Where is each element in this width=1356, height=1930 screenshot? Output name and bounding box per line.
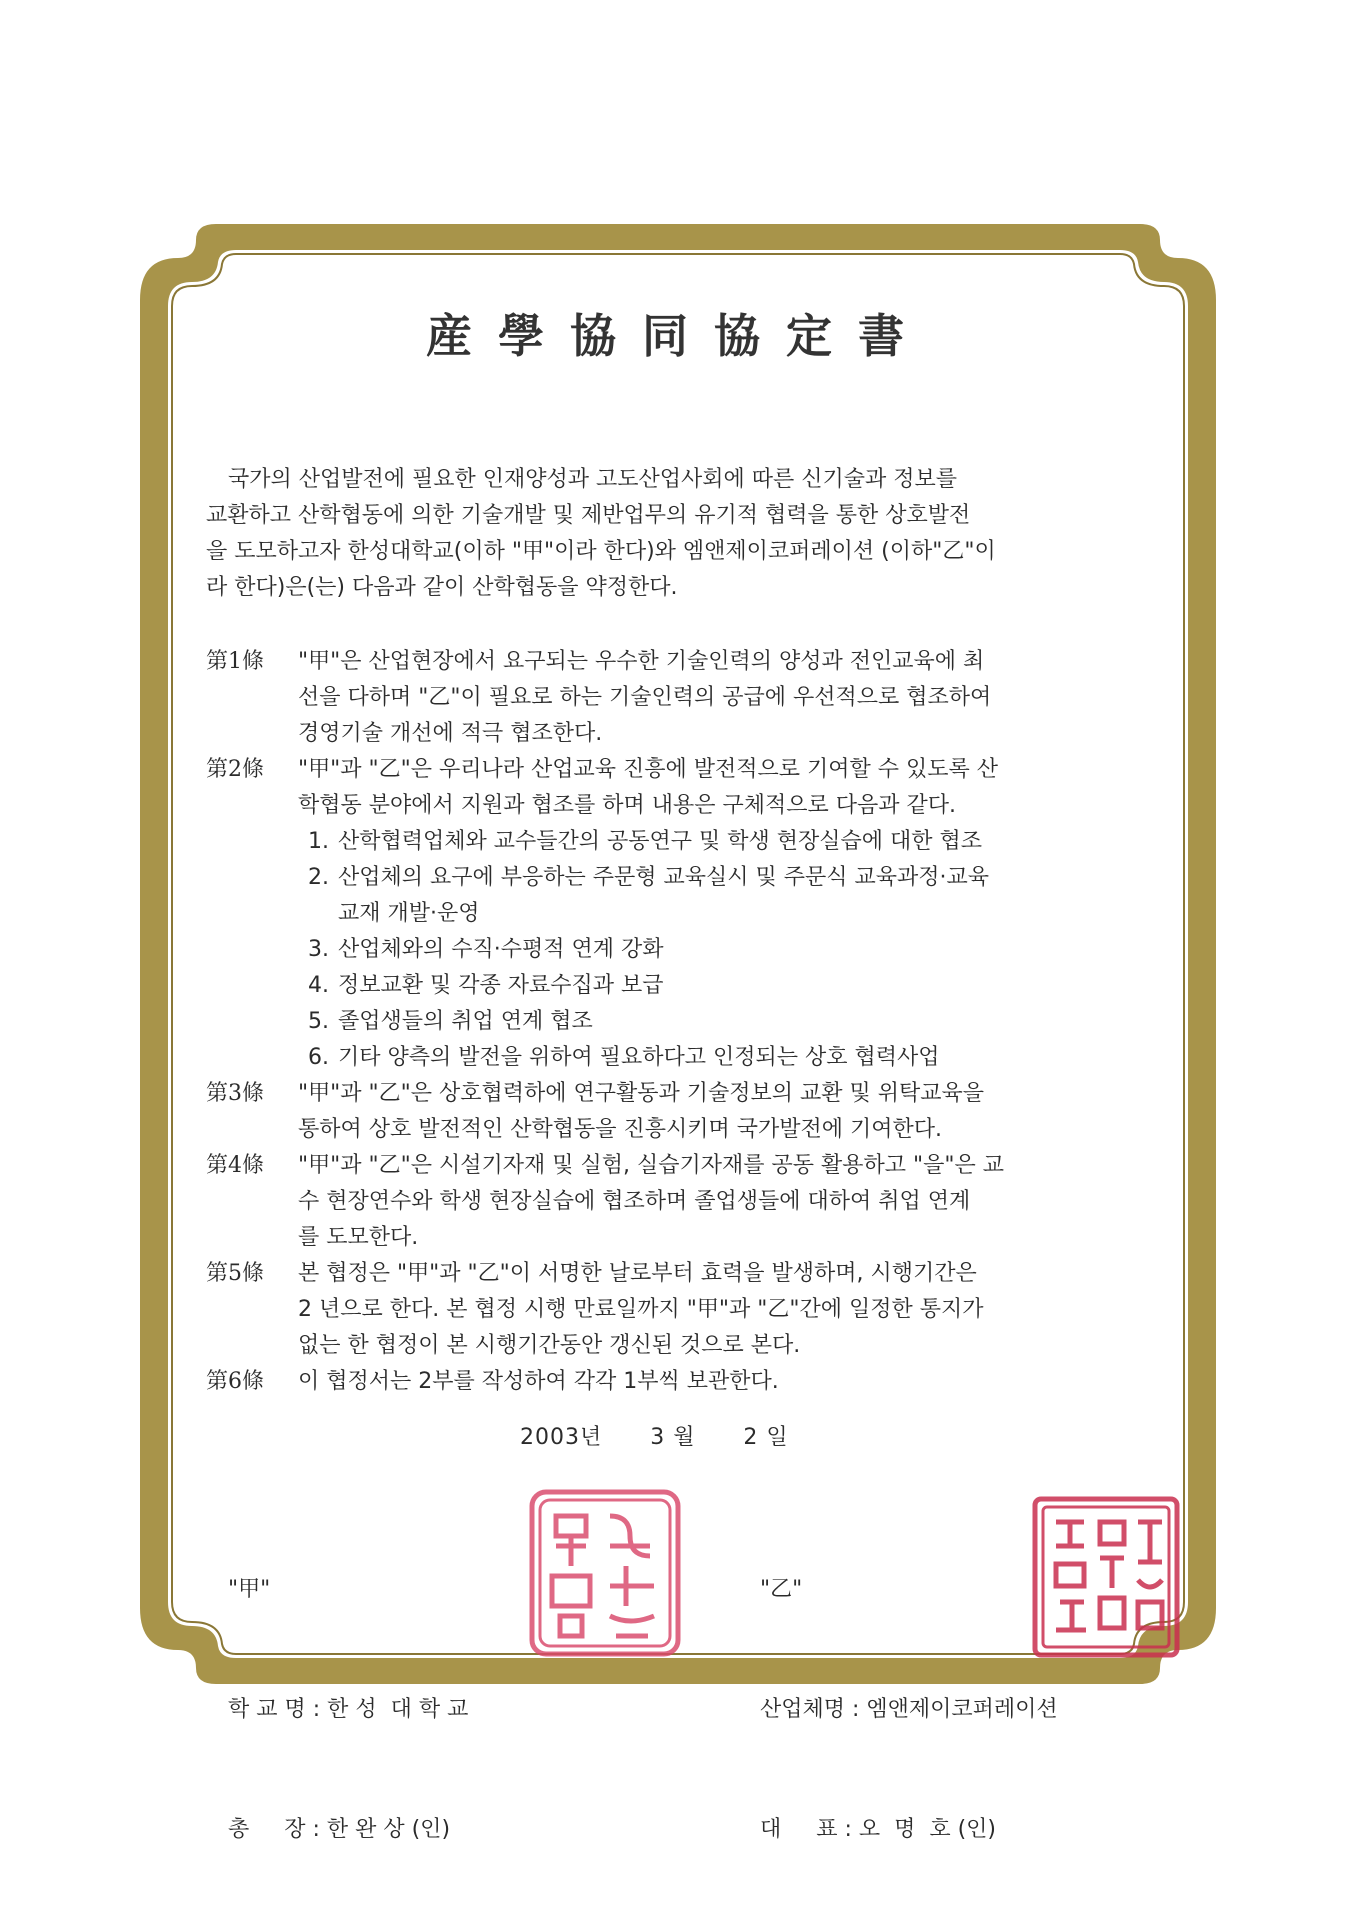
item-line: 산업체와의 수직·수평적 연계 강화 bbox=[338, 937, 664, 962]
article-item bbox=[308, 1004, 1148, 1040]
item-line: 산업체의 요구에 부응하는 주문형 교육실시 및 주문식 교육과정·교육 bbox=[338, 865, 990, 890]
item-number: 5. bbox=[308, 1009, 329, 1034]
item-number: 3. bbox=[308, 937, 329, 962]
article-number: 第5條 bbox=[206, 1261, 264, 1286]
agreement-date: 2003년 3 월 2 일 bbox=[520, 1425, 789, 1450]
article bbox=[206, 644, 1148, 752]
item-text bbox=[338, 968, 664, 1004]
party-a-representative: 총 장 : 한 완 상 (인) bbox=[228, 1817, 451, 1842]
party-b-representative: 대 표 : 오 명 호 (인) bbox=[760, 1817, 997, 1842]
article-number: 第1條 bbox=[206, 649, 264, 674]
article-body bbox=[298, 1076, 1148, 1148]
article-number: 第3條 bbox=[206, 1081, 264, 1106]
item-text bbox=[338, 1004, 593, 1040]
article-line: 를 도모한다. bbox=[298, 1225, 419, 1250]
party-a-name: 학 교 명 : 한 성 대 학 교 bbox=[228, 1697, 469, 1722]
article-line: 본 협정은 "甲"과 "乙"이 서명한 날로부터 효력을 발생하며, 시행기간은 bbox=[298, 1261, 977, 1286]
articles-list bbox=[206, 644, 1148, 1400]
article bbox=[206, 752, 1148, 1076]
article-body bbox=[298, 1364, 1148, 1400]
article bbox=[206, 1256, 1148, 1364]
article-number: 第4條 bbox=[206, 1153, 264, 1178]
article-number: 第6條 bbox=[206, 1369, 264, 1394]
article-line: "甲"은 산업현장에서 요구되는 우수한 기술인력의 양성과 전인교육에 최 bbox=[298, 649, 985, 674]
item-line: 기타 양측의 발전을 위하여 필요하다고 인정되는 상호 협력사업 bbox=[338, 1045, 940, 1070]
article-line: 통하여 상호 발전적인 산학협동을 진흥시키며 국가발전에 기여한다. bbox=[298, 1117, 943, 1142]
item-text bbox=[338, 1040, 940, 1076]
article bbox=[206, 1148, 1148, 1256]
item-text bbox=[338, 824, 982, 860]
article-body bbox=[298, 752, 1148, 1076]
article-line: 없는 한 협정이 본 시행기간동안 갱신된 것으로 본다. bbox=[298, 1333, 801, 1358]
article-items bbox=[308, 824, 1148, 1076]
article-line: 학협동 분야에서 지원과 협조를 하며 내용은 구체적으로 다음과 같다. bbox=[298, 793, 956, 818]
intro-line: 라 한다)은(는) 다음과 같이 산학협동을 약정한다. bbox=[206, 575, 678, 600]
intro-line: 교환하고 산학협동에 의한 기술개발 및 제반업무의 유기적 협력을 통한 상호발전 bbox=[206, 503, 971, 528]
company-seal-stamp bbox=[1030, 1494, 1182, 1660]
item-number: 1. bbox=[308, 829, 329, 854]
article-line: 선을 다하며 "乙"이 필요로 하는 기술인력의 공급에 우선적으로 협조하여 bbox=[298, 685, 992, 710]
article-number: 第2條 bbox=[206, 757, 264, 782]
article-line: 경영기술 개선에 적극 협조한다. bbox=[298, 721, 603, 746]
article-item bbox=[308, 968, 1148, 1004]
item-number: 4. bbox=[308, 973, 329, 998]
article-body bbox=[298, 644, 1148, 752]
intro-line: 국가의 산업발전에 필요한 인재양성과 고도산업사회에 따른 신기술과 정보를 bbox=[228, 467, 958, 492]
article-line: 수 현장연수와 학생 현장실습에 협조하며 졸업생들에 대하여 취업 연계 bbox=[298, 1189, 971, 1214]
document-title: 産學協同協定書 bbox=[426, 309, 930, 363]
university-seal-stamp bbox=[526, 1486, 684, 1660]
party-b-name: 산업체명 : 엠앤제이코퍼레이션 bbox=[760, 1697, 1058, 1722]
article-line: "甲"과 "乙"은 상호협력하에 연구활동과 기술정보의 교환 및 위탁교육을 bbox=[298, 1081, 984, 1106]
article-body bbox=[298, 1256, 1148, 1364]
article-item bbox=[308, 932, 1148, 968]
intro-paragraph bbox=[206, 462, 1148, 606]
item-text bbox=[338, 860, 989, 932]
article-item bbox=[308, 1040, 1148, 1076]
item-line: 산학협력업체와 교수들간의 공동연구 및 학생 현장실습에 대한 협조 bbox=[338, 829, 983, 854]
article-line: 이 협정서는 2부를 작성하여 각각 1부씩 보관한다. bbox=[298, 1369, 779, 1394]
article-line: 2 년으로 한다. 본 협정 시행 만료일까지 "甲"과 "乙"간에 일정한 통지가 bbox=[298, 1297, 984, 1322]
item-line: 정보교환 및 각종 자료수집과 보급 bbox=[338, 973, 664, 998]
article bbox=[206, 1364, 1148, 1400]
item-text bbox=[338, 932, 664, 968]
article-line: "甲"과 "乙"은 우리나라 산업교육 진흥에 발전적으로 기여할 수 있도록 산 bbox=[298, 757, 998, 782]
party-b-label: "乙" bbox=[760, 1577, 803, 1602]
article-item bbox=[308, 824, 1148, 860]
party-a-signature-block bbox=[228, 1490, 468, 1930]
article-item bbox=[308, 860, 1148, 932]
item-number: 2. bbox=[308, 865, 329, 890]
party-b-signature-block bbox=[760, 1490, 1058, 1930]
party-a-label: "甲" bbox=[228, 1577, 271, 1602]
intro-line: 을 도모하고자 한성대학교(이하 "甲"이라 한다)와 엠앤제이코퍼레이션 (이하"乙"이 bbox=[206, 539, 996, 564]
item-line: 교재 개발·운영 bbox=[338, 901, 480, 926]
article bbox=[206, 1076, 1148, 1148]
article-line: "甲"과 "乙"은 시설기자재 및 실험, 실습기자재를 공동 활용하고 "을"은 교 bbox=[298, 1153, 1004, 1178]
item-line: 졸업생들의 취업 연계 협조 bbox=[338, 1009, 593, 1034]
item-number: 6. bbox=[308, 1045, 329, 1070]
article-body bbox=[298, 1148, 1148, 1256]
